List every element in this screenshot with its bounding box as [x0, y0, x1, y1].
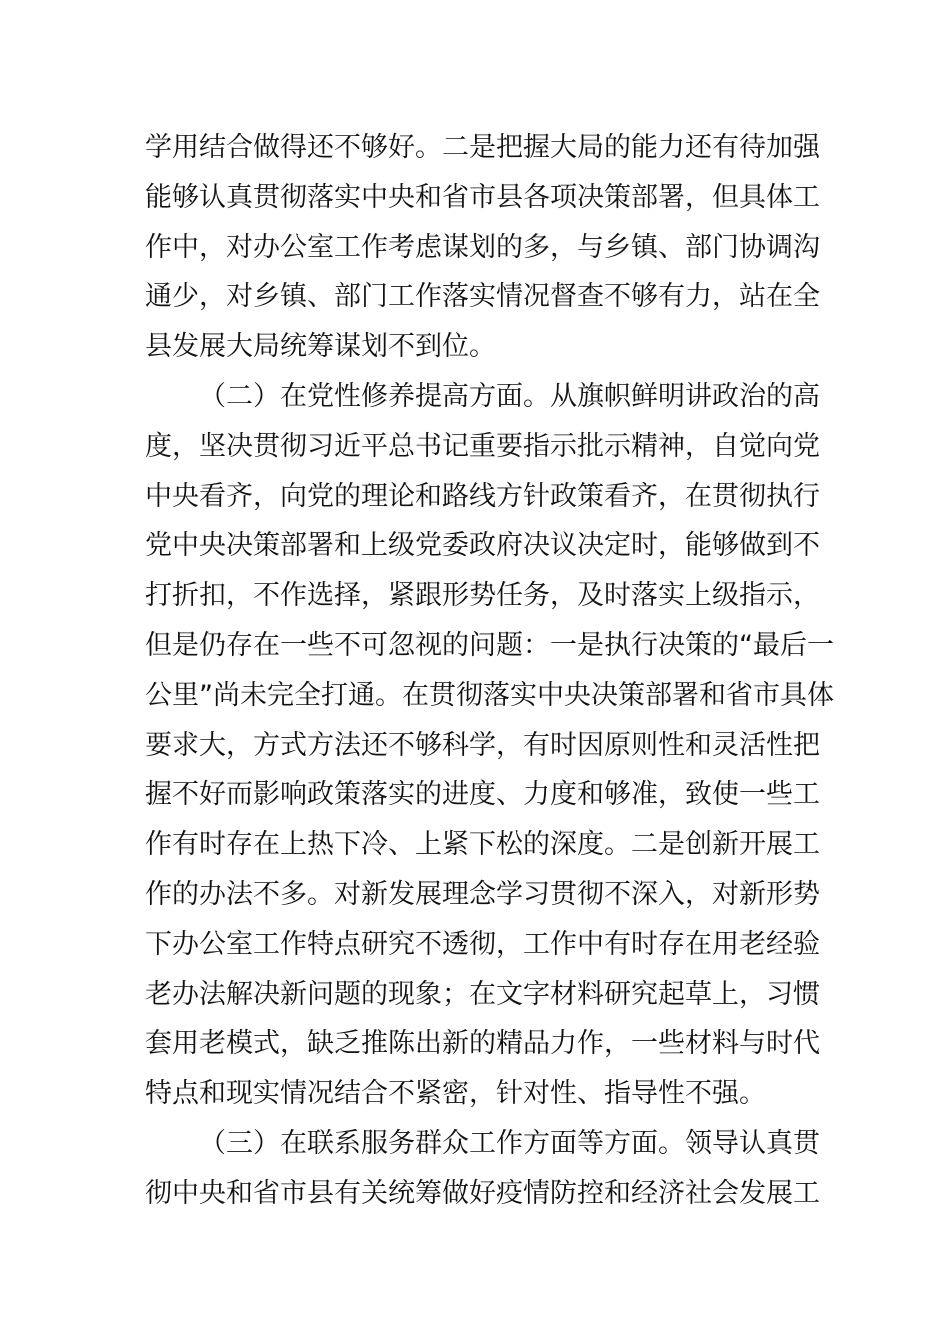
text-line-9: 党中央决策部署和上级党委政府决议决定时，能够做到不 [145, 530, 820, 562]
text-line-12: 公里”尚未完全打通。在贯彻落实中央决策部署和省市具体 [145, 679, 834, 711]
text-line-1: 学用结合做得还不够好。二是把握大局的能力还有待加强 [145, 132, 820, 163]
text-line-7: 度，坚决贯彻习近平总书记重要指示批示精神，自觉向党 [145, 430, 820, 462]
text-line-14: 握不好而影响政策落实的进度、力度和够准，致使一些工 [145, 779, 820, 811]
document-body [145, 123, 834, 1219]
text-line-18: 老办法解决新问题的现象；在文字材料研究起草上，习惯 [145, 978, 820, 1010]
text-line-8: 中央看齐，向党的理论和路线方针政策看齐，在贯彻执行 [145, 480, 820, 512]
text-line-19: 套用老模式，缺乏推陈出新的精品力作，一些材料与时代 [145, 1028, 820, 1060]
text-line-17: 下办公室工作特点研究不透彻，工作中有时存在用老经验 [145, 928, 820, 960]
text-line-4: 通少，对乡镇、部门工作落实情况督查不够有力，站在全 [145, 281, 820, 313]
section-heading-2: （二）在党性修养提高方面。从旗帜鲜明讲政治的高 [199, 380, 820, 412]
text-line-11: 但是仍存在一些不可忽视的问题：一是执行决策的“最后一 [145, 629, 834, 661]
section-heading-3: （三）在联系服务群众工作方面等方面。领导认真贯 [199, 1127, 820, 1159]
text-line-16: 作的办法不多。对新发展理念学习贯彻不深入，对新形势 [145, 878, 820, 910]
text-line-5: 县发展大局统筹谋划不到位。 [145, 331, 496, 363]
text-line-2: 能够认真贯彻落实中央和省市县各项决策部署，但具体工 [145, 181, 820, 213]
text-line-10: 打折扣，不作选择，紧跟形势任务，及时落实上级指示， [145, 580, 820, 612]
text-line-20: 特点和现实情况结合不紧密，针对性、指导性不强。 [145, 1078, 766, 1110]
text-line-15: 作有时存在上热下冷、上紧下松的深度。二是创新开展工 [145, 829, 820, 861]
text-line-22: 彻中央和省市县有关统筹做好疫情防控和经济社会发展工 [145, 1177, 820, 1209]
text-line-3: 作中，对办公室工作考虑谋划的多，与乡镇、部门协调沟 [145, 231, 820, 263]
text-line-13: 要求大，方式方法还不够科学，有时因原则性和灵活性把 [145, 729, 820, 761]
